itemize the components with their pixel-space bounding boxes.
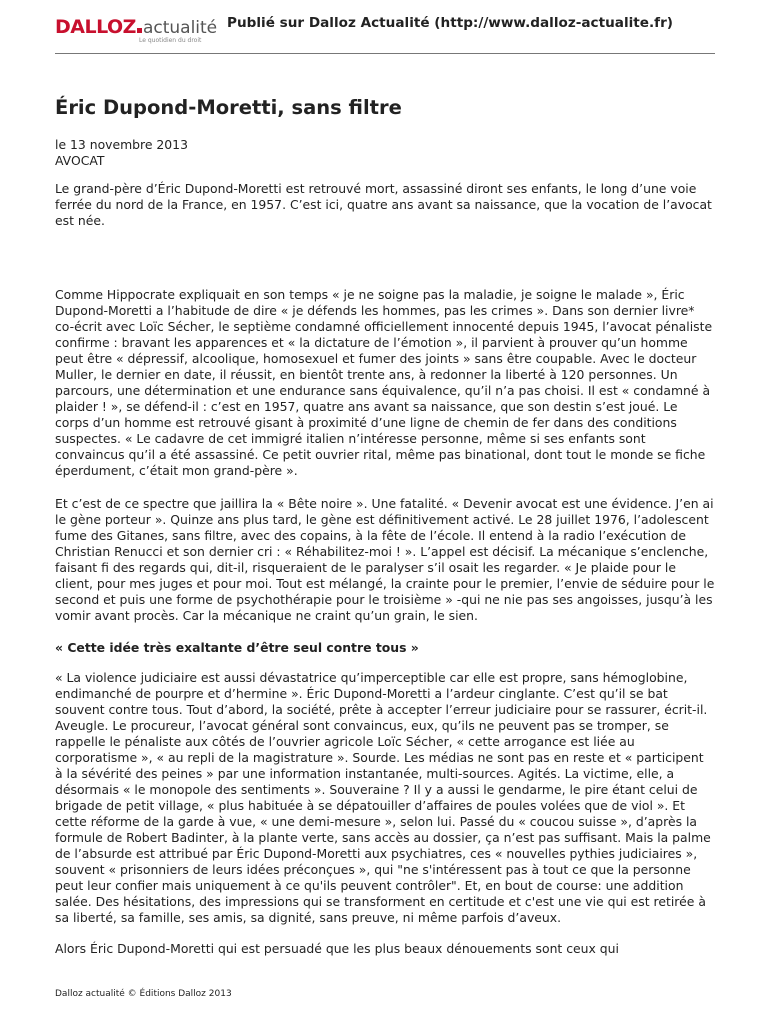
dalloz-actualite-logo[interactable] bbox=[55, 16, 217, 44]
section-subheading: « Cette idée très exaltante d’être seul contre tous » bbox=[55, 640, 419, 655]
page-header bbox=[55, 12, 715, 56]
article-category: AVOCAT bbox=[55, 153, 105, 168]
article-body bbox=[55, 181, 715, 957]
article-date: le 13 novembre 2013 bbox=[55, 137, 188, 152]
logo-dot-icon bbox=[137, 28, 142, 33]
page-footer: Dalloz actualité © Éditions Dalloz 2013 bbox=[55, 989, 232, 999]
header-divider bbox=[55, 53, 715, 54]
article-title: Éric Dupond-Moretti, sans filtre bbox=[55, 96, 402, 119]
paragraph: Comme Hippocrate expliquait en son temps « je ne soigne pas la maladie, je soigne le malade », Éric Dupond-Moretti a l’habitude de dire « je défends les hommes, pas les crimes ». Dans son dernier livre* co-écrit avec Loïc Sécher, le septième condamné officiellement innocenté depuis 1945, l’avocat pénaliste confirme : bravant les apparences et « la dictature de l’émotion », il parvient à prouver qu’un homme peut être « dépressif, alcoolique, homosexuel et fumer des joints » sans être coupable. Avec le docteur Muller, le dernier en date, il réussit, en bientôt trente ans, à redonner la liberté à 120 personnes. Un parcours, une détermination et une endurance sans équivalence, qu’il n’a pas choisi. Il est « condamné à plaider ! », se défend-il : c’est en 1957, quatre ans avant sa naissance, que son destin s’est joué. Le corps d’un homme est retrouvé gisant à proximité d’une ligne de chemin de fer dans des conditions suspectes. « Le cadavre de cet immigré italien n’intéresse personne, même si ses enfants sont convaincus qu’il a été assassiné. Ce petit ouvrier rital, même pas binational, dont tout le monde se fiche éperdument, c’était mon grand-père ». bbox=[55, 287, 713, 478]
article-meta bbox=[55, 137, 188, 169]
logo-brand: DALLOZ bbox=[55, 16, 136, 38]
paragraph: Alors Éric Dupond-Moretti qui est persuadé que les plus beaux dénouements sont ceux qui bbox=[55, 941, 619, 956]
paragraph: Et c’est de ce spectre que jaillira la « Bête noire ». Une fatalité. « Devenir avocat est une évidence. J’en ai le gène porteur ». Quinze ans plus tard, le gène est définitivement activé. Le 28 juillet 1976, l’adolescent fume des Gitanes, sans filtre, avec des copains, à la fête de l’école. Il entend à la radio l’exécution de Christian Renucci et son dernier cri : « Réhabilitez-moi ! ». L’appel est décisif. La mécanique s’enclenche, faisant fi des regards qui, dit-il, risqueraient de le paralyser s’il osait les regarder. « Je plaide pour le client, pour mes juges et pour moi. Tout est mélangé, la crainte pour le premier, l’envie de séduire pour le second et puis une forme de psychothérapie pour le troisième » -qui ne nie pas ses angoisses, jusqu’à les vomir avant procès. Car la mécanique ne craint qu’un grain, le sien. bbox=[55, 496, 715, 623]
paragraph: « La violence judiciaire est aussi dévastatrice qu’imperceptible car elle est propre, sans hémoglobine, endimanché de pourpre et d’hermine ». Éric Dupond-Moretti a l’ardeur cinglante. C’est qu’il se bat souvent contre tous. Tout d’abord, la société, prête à accepter l’erreur judiciaire pour se rassurer, écrit-il. Aveugle. Le procureur, l’avocat général sont convaincus, eux, qu’ils ne peuvent pas se tromper, se rappelle le pénaliste aux côtés de l’ouvrier agricole Loïc Sécher, « cette arrogance est liée au corporatisme », « au repli de la magistrature ». Sourde. Les médias ne sont pas en reste et « participent à la sévérité des peines » par une information instantanée, multi-sources. Agités. La victime, elle, a désormais « le monopole des sentiments ». Souveraine ? Il y a aussi le gendarme, le pire étant celui de brigade de petit village, « plus habituée à se dépatouiller d’affaires de poules volées que de viol ». Et cette réforme de la garde à vue, « une demi-mesure », selon lui. Passé du « coucou suisse », d’après la formule de Robert Badinter, à la plante verte, sans accès au dossier, ça n’est pas suffisant. Mais la palme de l’absurde est attribué par Éric Dupond-Moretti aux psychiatres, ces « nouvelles pythies judiciaires », souvent « prisonniers de leurs idées préconçues », qui "ne s'intéressent pas à tout ce que la personne peut leur confier mais uniquement à ce qu'ils peuvent contrôler". Et, en bout de course: une addition salée. Des hésitations, des impressions qui se transforment en certitude et c'est une vie qui est retirée à sa liberté, sa famille, ses amis, sa dignité, sans preuve, ni même parfois d’aveux. bbox=[55, 670, 711, 925]
published-on-line: Publié sur Dalloz Actualité (http://www.dalloz-actualite.fr) bbox=[227, 15, 673, 31]
logo-tagline: Le quotidien du droit bbox=[139, 37, 202, 44]
logo-suffix: actualité bbox=[142, 18, 218, 38]
paragraph-intro: Le grand-père d’Éric Dupond-Moretti est retrouvé mort, assassiné diront ses enfants, le long d’une voie ferrée du nord de la France, en 1957. C’est ici, quatre ans avant sa naissance, que la vocation de l’avocat est née. bbox=[55, 181, 712, 228]
